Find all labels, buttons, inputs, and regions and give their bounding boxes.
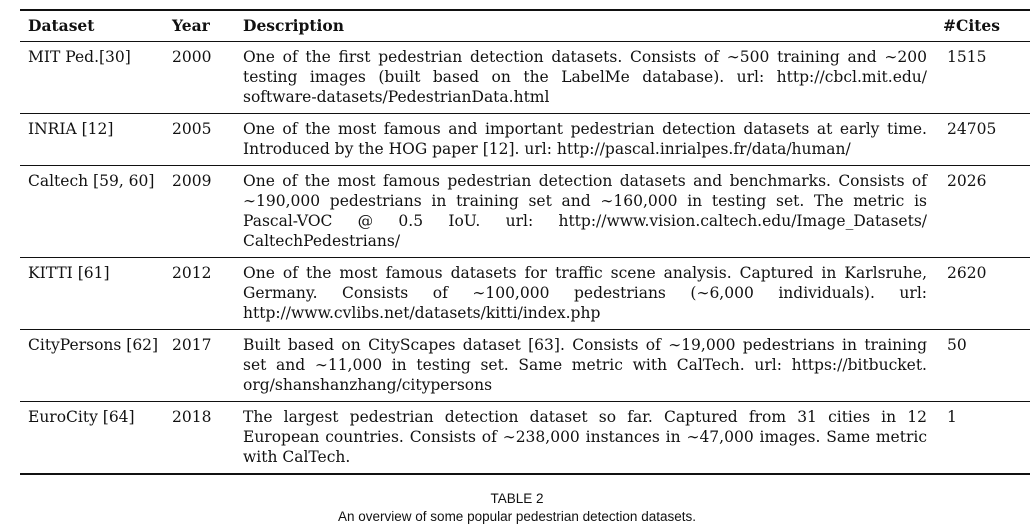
header-dataset: Dataset [28, 16, 95, 35]
cell-cites: 1515 [947, 48, 987, 66]
table-row [20, 330, 1030, 402]
cell-dataset: INRIA [12] [28, 120, 114, 138]
cell-dataset: EuroCity [64] [28, 408, 135, 426]
cell-dataset: Caltech [59, 60] [28, 172, 155, 190]
table-row [20, 114, 1030, 166]
datasets-table-container [20, 9, 1030, 475]
cell-year: 2012 [172, 264, 212, 282]
cell-cites: 2026 [947, 172, 987, 190]
cell-year: 2017 [172, 336, 212, 354]
cell-cites: 2620 [947, 264, 987, 282]
cell-description: The largest pedestrian detection dataset so far. Captured from 31 cities in 12 European countries. Consists of ∼238,000 instances in ∼47,000 images. Same metric with CalTech. [243, 408, 927, 466]
cell-description: One of the most famous and important pedestrian detection datasets at early time. Introduced by the HOG paper [12]. url: http://pascal.inrialpes.fr/data/human/ [243, 120, 927, 158]
cell-description: Built based on CityScapes dataset [63]. Consists of ∼19,000 pedestrians in training set and ∼11,000 in testing set. Same metric with CalTech. url: https://bitbucket. org/shanshanzhang/citypersons [243, 336, 927, 394]
cell-dataset: KITTI [61] [28, 264, 110, 282]
cell-dataset: MIT Ped.[30] [28, 48, 131, 66]
table-row [20, 258, 1030, 330]
header-description: Description [243, 16, 345, 35]
table-row [20, 402, 1030, 475]
cell-year: 2009 [172, 172, 212, 190]
cell-description: One of the first pedestrian detection datasets. Consists of ∼500 training and ∼200 testing images (built based on the LabelMe database). url: http://cbcl.mit.edu/ software-datasets/PedestrianData.html [243, 48, 927, 106]
cell-cites: 1 [947, 408, 957, 426]
table-caption-text: An overview of some popular pedestrian detection datasets. [338, 509, 696, 524]
cell-description: One of the most famous datasets for traffic scene analysis. Captured in Karlsruhe, Germany. Consists of ∼100,000 pedestrians (∼6,000 individuals). url: http://www.cvlibs.net/datasets/kitti/index.php [243, 264, 927, 322]
table-header-row [20, 10, 1030, 42]
cell-year: 2018 [172, 408, 212, 426]
cell-year: 2000 [172, 48, 212, 66]
cell-dataset: CityPersons [62] [28, 336, 159, 354]
table-row [20, 42, 1030, 114]
header-year: Year [172, 16, 210, 35]
table-row [20, 166, 1030, 258]
cell-description: One of the most famous pedestrian detection datasets and benchmarks. Consists of ∼190,000 pedestrians in training set and ∼160,000 in testing set. The metric is Pascal-VOC @ 0.5 IoU. url: http://www.vision.caltech.edu/Image_Datasets/ CaltechPedestrians/ [243, 172, 927, 250]
datasets-table [20, 9, 1030, 475]
cell-cites: 24705 [947, 120, 997, 138]
cell-cites: 50 [947, 336, 967, 354]
header-cites: #Cites [943, 16, 1000, 35]
cell-year: 2005 [172, 120, 212, 138]
table-caption-label: TABLE 2 [490, 491, 544, 506]
